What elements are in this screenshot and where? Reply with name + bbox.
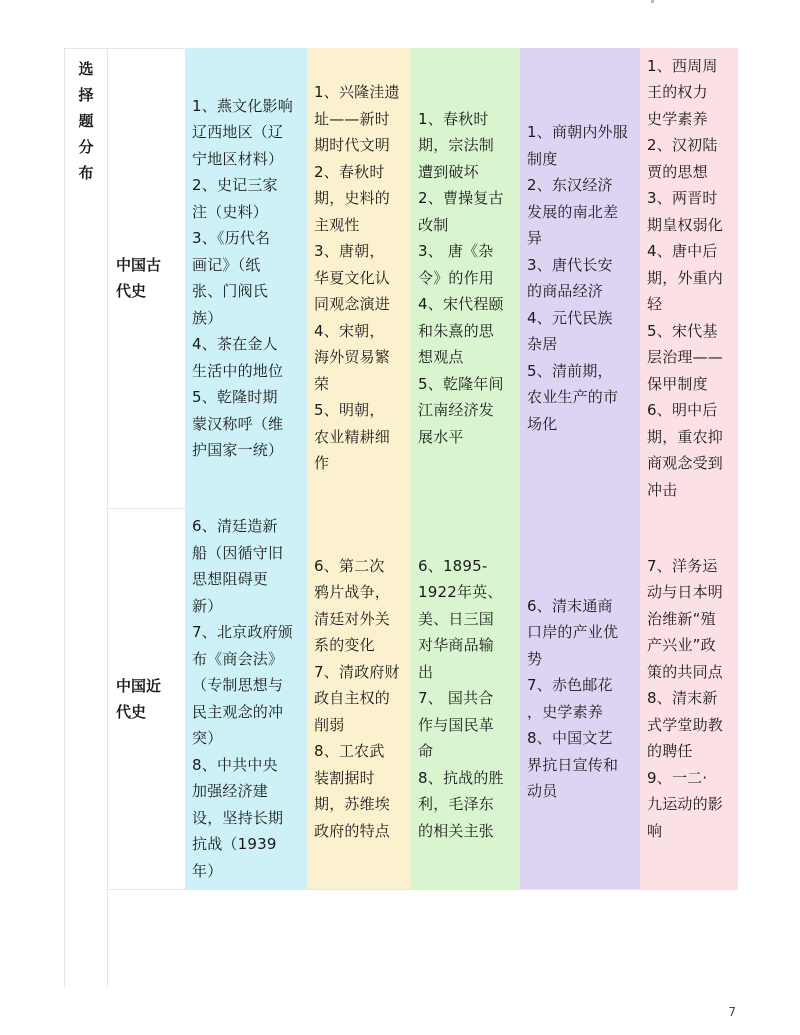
modern-col-4: 6、清末通商 口岸的产业优 势 7、赤色邮花 ，史学素养 8、中国文艺 界抗日宣传和 动员: [527, 596, 619, 800]
ancient-col-4: 1、商朝内外服 制度 2、东汉经济 发展的南北差 异 3、唐代长安 的商品经济 4、元代民族 杂居 5、清前期， 农业生产的市 场化: [527, 123, 628, 433]
side-label: 选 择 题 分 布: [78, 60, 94, 182]
ancient-col-1: 1、燕文化影响 辽西地区（辽 宁地区材料） 2、史记三家 注（史料） 3、《历代名 画记》（纸 张、门阀氏 族） 4、茶在金人 生活中的地位 5、乾隆时期 蒙汉称呼（维 护国家一统）: [192, 96, 293, 459]
modern-col-3: 6、1895- 1922年英、 美、日三国 对华商品输 出 7、 国共合 作与国民革 命 8、抗战的胜 利，毛泽东 的相关主张: [418, 556, 504, 840]
table-bottom-divider: [107, 889, 738, 890]
ancient-col-5: 1、西周周 王的权力 史学素养 2、汉初陆 贾的思想 3、两晋时 期皇权弱化 4、唐中后 期，外重内 轻 5、宋代基 层治理—— 保甲制度 6、明中后 期，重农抑 商观念受到 冲击: [647, 56, 724, 499]
modern-col-5: 7、洋务运 动与日本明 治维新“殖 产兴业”政 策的共同点 8、清末新 式学堂助教 的聘任 9、一二· 九运动的影 响: [647, 556, 724, 840]
modern-col-2: 6、第二次 鸦片战争， 清廷对外关 系的变化 7、清政府财 政自主权的 削弱 8、工农武 装割据时 期，苏维埃 政府的特点: [314, 556, 400, 840]
modern-col-1: 6、清廷造新 船（因循守旧 思想阻碍更 新） 7、北京政府颁 布《商会法》 （专制思想与 民主观念的冲 突） 8、中共中央 加强经济建 设，坚持长期 抗战（1939 年）: [192, 517, 293, 880]
row-label-modern: 中国近 代史: [116, 676, 162, 721]
table-left-border: [64, 48, 65, 988]
ancient-col-3: 1、春秋时 期，宗法制 遭到破坏 2、曹操复古 改制 3、 唐《杂 令》的作用 4、宋代程颐 和朱熹的思 想观点 5、乾隆年间 江南经济发 展水平: [418, 109, 504, 446]
page-number: 7: [728, 1005, 736, 1019]
top-mark: [651, 0, 654, 3]
row-label-ancient: 中国古 代史: [116, 256, 162, 300]
ancient-col-2: 1、兴隆洼遗 址——新时 期时代文明 2、春秋时 期，史料的 主观性 3、唐朝， 华夏文化认 同观念演进 4、宋朝， 海外贸易繁 荣 5、明朝， 农业精耕细 作: [314, 83, 400, 473]
inner-left-border: [107, 48, 108, 988]
